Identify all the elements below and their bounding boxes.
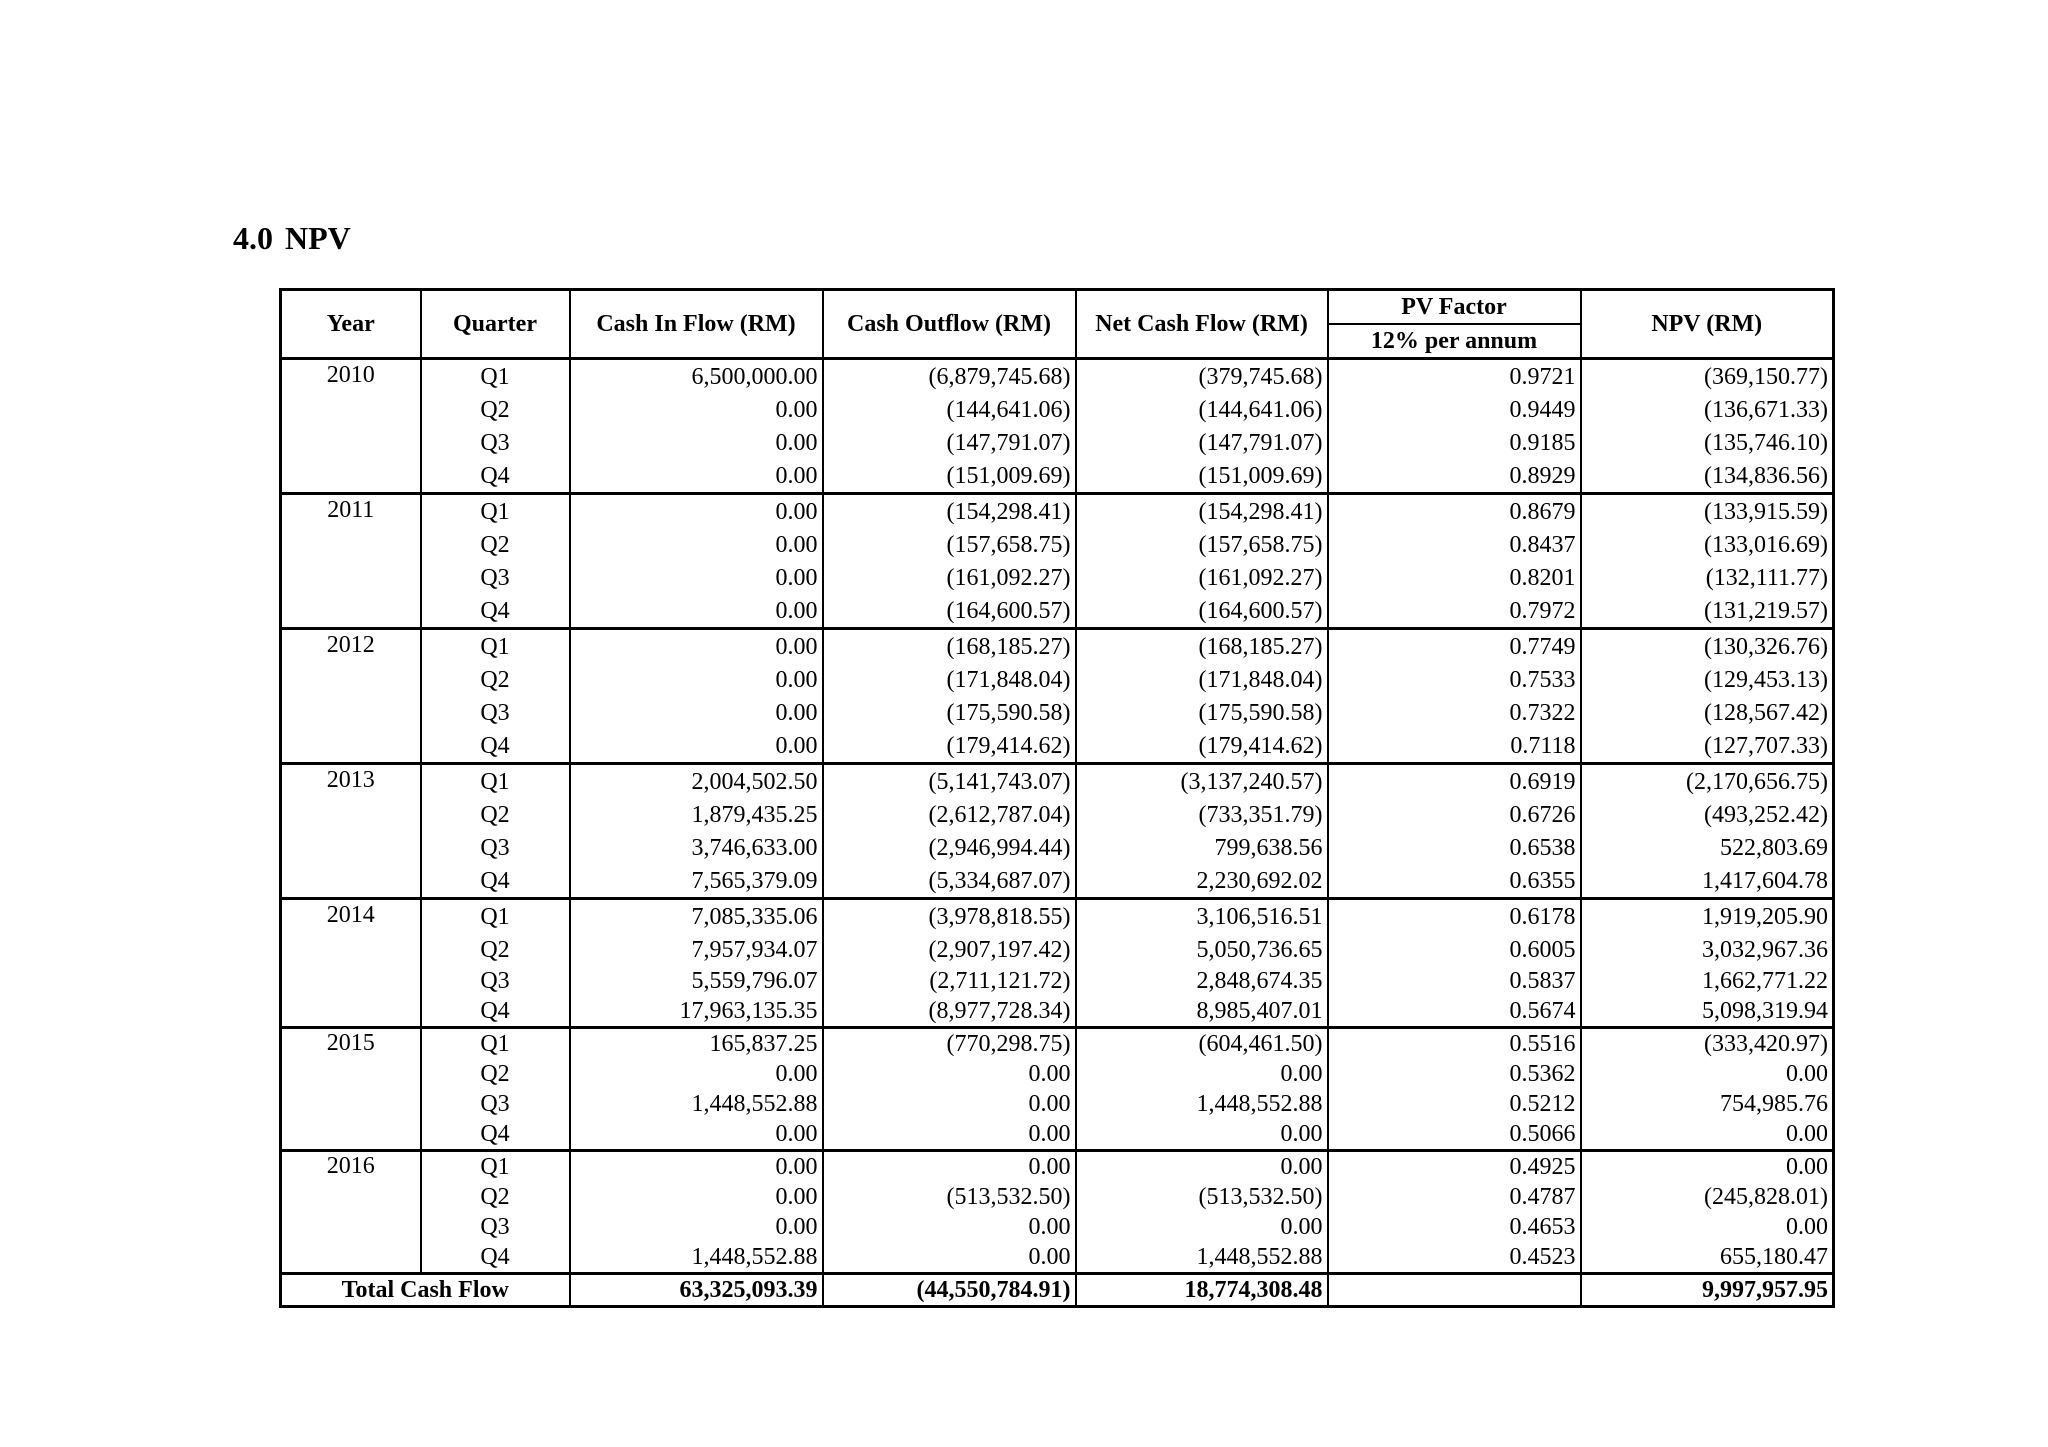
cash-in-cell: 0.00 xyxy=(570,1212,823,1242)
cash-out-cell: (168,185.27) xyxy=(823,629,1076,664)
pv-factor-cell: 0.4787 xyxy=(1328,1182,1581,1212)
pv-factor-cell: 0.8201 xyxy=(1328,561,1581,594)
cash-in-cell: 0.00 xyxy=(570,1059,823,1089)
cash-out-cell: 0.00 xyxy=(823,1212,1076,1242)
cash-in-cell: 0.00 xyxy=(570,594,823,629)
quarter-cell: Q1 xyxy=(421,629,570,664)
net-cash-flow-cell: (379,745.68) xyxy=(1076,359,1328,394)
net-cash-flow-cell: 0.00 xyxy=(1076,1212,1328,1242)
section-title: NPV xyxy=(285,220,351,256)
table-row xyxy=(281,1182,1834,1212)
npv-cell: 0.00 xyxy=(1581,1151,1834,1183)
cash-in-cell: 6,500,000.00 xyxy=(570,359,823,394)
table-row xyxy=(281,764,1834,799)
cash-in-cell: 0.00 xyxy=(570,729,823,764)
pv-factor-cell: 0.7322 xyxy=(1328,696,1581,729)
quarter-cell: Q4 xyxy=(421,996,570,1028)
cash-in-cell: 0.00 xyxy=(570,459,823,494)
net-cash-flow-cell: (154,298.41) xyxy=(1076,494,1328,529)
table-row xyxy=(281,663,1834,696)
table-row xyxy=(281,864,1834,899)
total-label: Total Cash Flow xyxy=(281,1274,570,1307)
cash-in-cell: 3,746,633.00 xyxy=(570,831,823,864)
table-row xyxy=(281,459,1834,494)
table-row xyxy=(281,899,1834,934)
quarter-cell: Q2 xyxy=(421,663,570,696)
quarter-cell: Q3 xyxy=(421,1212,570,1242)
pv-factor-cell: 0.6005 xyxy=(1328,933,1581,966)
quarter-cell: Q1 xyxy=(421,764,570,799)
cash-out-cell: (770,298.75) xyxy=(823,1028,1076,1060)
net-cash-flow-cell: (161,092.27) xyxy=(1076,561,1328,594)
year-cell: 2012 xyxy=(281,629,421,764)
net-cash-flow-cell: 2,230,692.02 xyxy=(1076,864,1328,899)
table-header xyxy=(281,290,1834,359)
npv-cell: 5,098,319.94 xyxy=(1581,996,1834,1028)
net-cash-flow-cell: 2,848,674.35 xyxy=(1076,966,1328,996)
pv-factor-cell: 0.4653 xyxy=(1328,1212,1581,1242)
table-row xyxy=(281,393,1834,426)
total-row xyxy=(281,1274,1834,1307)
cash-out-cell: 0.00 xyxy=(823,1242,1076,1274)
header-net-cash-flow: Net Cash Flow (RM) xyxy=(1076,290,1328,359)
header-cash-in: Cash In Flow (RM) xyxy=(570,290,823,359)
cash-out-cell: (8,977,728.34) xyxy=(823,996,1076,1028)
quarter-cell: Q3 xyxy=(421,966,570,996)
header-pv-factor: PV Factor xyxy=(1328,290,1581,325)
cash-in-cell: 17,963,135.35 xyxy=(570,996,823,1028)
npv-cell: (135,746.10) xyxy=(1581,426,1834,459)
table-row xyxy=(281,1242,1834,1274)
net-cash-flow-cell: (513,532.50) xyxy=(1076,1182,1328,1212)
cash-in-cell: 0.00 xyxy=(570,494,823,529)
cash-out-cell: (6,879,745.68) xyxy=(823,359,1076,394)
quarter-cell: Q1 xyxy=(421,359,570,394)
cash-in-cell: 0.00 xyxy=(570,426,823,459)
quarter-cell: Q1 xyxy=(421,899,570,934)
cash-in-cell: 1,448,552.88 xyxy=(570,1089,823,1119)
npv-cell: 754,985.76 xyxy=(1581,1089,1834,1119)
pv-factor-cell: 0.4523 xyxy=(1328,1242,1581,1274)
net-cash-flow-cell: (3,137,240.57) xyxy=(1076,764,1328,799)
net-cash-flow-cell: 0.00 xyxy=(1076,1059,1328,1089)
quarter-cell: Q1 xyxy=(421,1028,570,1060)
npv-cell: 655,180.47 xyxy=(1581,1242,1834,1274)
npv-cell: (245,828.01) xyxy=(1581,1182,1834,1212)
quarter-cell: Q2 xyxy=(421,1182,570,1212)
year-cell: 2014 xyxy=(281,899,421,1028)
npv-cell: (133,915.59) xyxy=(1581,494,1834,529)
cash-in-cell: 2,004,502.50 xyxy=(570,764,823,799)
pv-factor-cell: 0.6726 xyxy=(1328,798,1581,831)
cash-out-cell: (5,334,687.07) xyxy=(823,864,1076,899)
quarter-cell: Q3 xyxy=(421,831,570,864)
pv-factor-cell: 0.7972 xyxy=(1328,594,1581,629)
npv-cell: 0.00 xyxy=(1581,1059,1834,1089)
table-body xyxy=(281,359,1834,1274)
pv-factor-cell: 0.7533 xyxy=(1328,663,1581,696)
total-npv: 9,997,957.95 xyxy=(1581,1274,1834,1307)
year-cell: 2011 xyxy=(281,494,421,629)
npv-cell: (136,671.33) xyxy=(1581,393,1834,426)
year-cell: 2016 xyxy=(281,1151,421,1274)
cash-in-cell: 0.00 xyxy=(570,1151,823,1183)
npv-table xyxy=(279,288,1835,1308)
npv-cell: (129,453.13) xyxy=(1581,663,1834,696)
npv-cell: (133,016.69) xyxy=(1581,528,1834,561)
npv-cell: (132,111.77) xyxy=(1581,561,1834,594)
pv-factor-cell: 0.8679 xyxy=(1328,494,1581,529)
net-cash-flow-cell: 5,050,736.65 xyxy=(1076,933,1328,966)
cash-in-cell: 5,559,796.07 xyxy=(570,966,823,996)
cash-in-cell: 7,085,335.06 xyxy=(570,899,823,934)
npv-cell: 3,032,967.36 xyxy=(1581,933,1834,966)
header-pv-rate: 12% per annum xyxy=(1328,324,1581,359)
quarter-cell: Q3 xyxy=(421,561,570,594)
quarter-cell: Q4 xyxy=(421,594,570,629)
npv-cell: (131,219.57) xyxy=(1581,594,1834,629)
header-quarter: Quarter xyxy=(421,290,570,359)
pv-factor-cell: 0.6355 xyxy=(1328,864,1581,899)
npv-cell: 1,662,771.22 xyxy=(1581,966,1834,996)
cash-out-cell: (171,848.04) xyxy=(823,663,1076,696)
net-cash-flow-cell: 8,985,407.01 xyxy=(1076,996,1328,1028)
table-row xyxy=(281,1119,1834,1151)
total-net-cash-flow: 18,774,308.48 xyxy=(1076,1274,1328,1307)
pv-factor-cell: 0.7749 xyxy=(1328,629,1581,664)
quarter-cell: Q4 xyxy=(421,729,570,764)
header-cash-out: Cash Outflow (RM) xyxy=(823,290,1076,359)
table-row xyxy=(281,359,1834,394)
npv-cell: (128,567.42) xyxy=(1581,696,1834,729)
quarter-cell: Q3 xyxy=(421,1089,570,1119)
quarter-cell: Q3 xyxy=(421,696,570,729)
cash-out-cell: (5,141,743.07) xyxy=(823,764,1076,799)
table-row xyxy=(281,561,1834,594)
header-year: Year xyxy=(281,290,421,359)
npv-cell: (333,420.97) xyxy=(1581,1028,1834,1060)
pv-factor-cell: 0.8437 xyxy=(1328,528,1581,561)
year-cell: 2010 xyxy=(281,359,421,494)
quarter-cell: Q2 xyxy=(421,933,570,966)
table-row xyxy=(281,1059,1834,1089)
quarter-cell: Q4 xyxy=(421,1242,570,1274)
table-row xyxy=(281,696,1834,729)
pv-factor-cell: 0.6919 xyxy=(1328,764,1581,799)
cash-out-cell: (144,641.06) xyxy=(823,393,1076,426)
cash-out-cell: (157,658.75) xyxy=(823,528,1076,561)
net-cash-flow-cell: (151,009.69) xyxy=(1076,459,1328,494)
cash-out-cell: 0.00 xyxy=(823,1059,1076,1089)
table-row xyxy=(281,1151,1834,1183)
table-footer xyxy=(281,1274,1834,1307)
cash-out-cell: (175,590.58) xyxy=(823,696,1076,729)
pv-factor-cell: 0.6178 xyxy=(1328,899,1581,934)
pv-factor-cell: 0.4925 xyxy=(1328,1151,1581,1183)
cash-in-cell: 0.00 xyxy=(570,663,823,696)
cash-out-cell: (164,600.57) xyxy=(823,594,1076,629)
table-row xyxy=(281,1212,1834,1242)
table-row xyxy=(281,996,1834,1028)
quarter-cell: Q1 xyxy=(421,1151,570,1183)
cash-in-cell: 0.00 xyxy=(570,1182,823,1212)
net-cash-flow-cell: (175,590.58) xyxy=(1076,696,1328,729)
total-cash-in: 63,325,093.39 xyxy=(570,1274,823,1307)
cash-in-cell: 0.00 xyxy=(570,696,823,729)
quarter-cell: Q2 xyxy=(421,528,570,561)
net-cash-flow-cell: 1,448,552.88 xyxy=(1076,1242,1328,1274)
table-row xyxy=(281,494,1834,529)
pv-factor-cell: 0.5362 xyxy=(1328,1059,1581,1089)
table-row xyxy=(281,933,1834,966)
cash-out-cell: (154,298.41) xyxy=(823,494,1076,529)
quarter-cell: Q1 xyxy=(421,494,570,529)
cash-in-cell: 0.00 xyxy=(570,1119,823,1151)
net-cash-flow-cell: (147,791.07) xyxy=(1076,426,1328,459)
cash-out-cell: 0.00 xyxy=(823,1119,1076,1151)
npv-cell: (130,326.76) xyxy=(1581,629,1834,664)
npv-cell: (134,836.56) xyxy=(1581,459,1834,494)
table-row xyxy=(281,528,1834,561)
quarter-cell: Q4 xyxy=(421,864,570,899)
net-cash-flow-cell: (164,600.57) xyxy=(1076,594,1328,629)
year-cell: 2015 xyxy=(281,1028,421,1151)
pv-factor-cell: 0.5516 xyxy=(1328,1028,1581,1060)
section-number: 4.0 xyxy=(233,220,273,256)
pv-factor-cell: 0.9185 xyxy=(1328,426,1581,459)
cash-out-cell: (2,612,787.04) xyxy=(823,798,1076,831)
cash-out-cell: (179,414.62) xyxy=(823,729,1076,764)
npv-cell: (493,252.42) xyxy=(1581,798,1834,831)
quarter-cell: Q4 xyxy=(421,1119,570,1151)
table-row xyxy=(281,729,1834,764)
pv-factor-cell: 0.6538 xyxy=(1328,831,1581,864)
cash-out-cell: (2,711,121.72) xyxy=(823,966,1076,996)
npv-cell: 0.00 xyxy=(1581,1212,1834,1242)
pv-factor-cell: 0.5212 xyxy=(1328,1089,1581,1119)
pv-factor-cell: 0.9721 xyxy=(1328,359,1581,394)
npv-cell: (369,150.77) xyxy=(1581,359,1834,394)
net-cash-flow-cell: (168,185.27) xyxy=(1076,629,1328,664)
pv-factor-cell: 0.9449 xyxy=(1328,393,1581,426)
cash-out-cell: 0.00 xyxy=(823,1089,1076,1119)
pv-factor-cell: 0.8929 xyxy=(1328,459,1581,494)
quarter-cell: Q4 xyxy=(421,459,570,494)
pv-factor-cell: 0.5066 xyxy=(1328,1119,1581,1151)
cash-in-cell: 1,448,552.88 xyxy=(570,1242,823,1274)
net-cash-flow-cell: 0.00 xyxy=(1076,1119,1328,1151)
table-row xyxy=(281,426,1834,459)
net-cash-flow-cell: (171,848.04) xyxy=(1076,663,1328,696)
cash-out-cell: (2,946,994.44) xyxy=(823,831,1076,864)
net-cash-flow-cell: (157,658.75) xyxy=(1076,528,1328,561)
quarter-cell: Q3 xyxy=(421,426,570,459)
table-row xyxy=(281,1028,1834,1060)
table-row xyxy=(281,798,1834,831)
cash-in-cell: 1,879,435.25 xyxy=(570,798,823,831)
npv-cell: (2,170,656.75) xyxy=(1581,764,1834,799)
table-row xyxy=(281,629,1834,664)
table-row xyxy=(281,1089,1834,1119)
cash-out-cell: (151,009.69) xyxy=(823,459,1076,494)
pv-factor-cell: 0.5674 xyxy=(1328,996,1581,1028)
table-row xyxy=(281,594,1834,629)
cash-in-cell: 7,565,379.09 xyxy=(570,864,823,899)
cash-in-cell: 7,957,934.07 xyxy=(570,933,823,966)
cash-out-cell: (2,907,197.42) xyxy=(823,933,1076,966)
total-pv-factor xyxy=(1328,1274,1581,1307)
quarter-cell: Q2 xyxy=(421,1059,570,1089)
cash-out-cell: (3,978,818.55) xyxy=(823,899,1076,934)
pv-factor-cell: 0.7118 xyxy=(1328,729,1581,764)
net-cash-flow-cell: (179,414.62) xyxy=(1076,729,1328,764)
section-heading xyxy=(233,218,351,258)
header-npv: NPV (RM) xyxy=(1581,290,1834,359)
net-cash-flow-cell: (604,461.50) xyxy=(1076,1028,1328,1060)
npv-cell: 1,919,205.90 xyxy=(1581,899,1834,934)
net-cash-flow-cell: 0.00 xyxy=(1076,1151,1328,1183)
net-cash-flow-cell: 1,448,552.88 xyxy=(1076,1089,1328,1119)
quarter-cell: Q2 xyxy=(421,798,570,831)
net-cash-flow-cell: (144,641.06) xyxy=(1076,393,1328,426)
net-cash-flow-cell: 3,106,516.51 xyxy=(1076,899,1328,934)
npv-cell: 1,417,604.78 xyxy=(1581,864,1834,899)
table-row xyxy=(281,966,1834,996)
year-cell: 2013 xyxy=(281,764,421,899)
npv-cell: 0.00 xyxy=(1581,1119,1834,1151)
quarter-cell: Q2 xyxy=(421,393,570,426)
cash-in-cell: 0.00 xyxy=(570,528,823,561)
cash-in-cell: 0.00 xyxy=(570,629,823,664)
cash-in-cell: 165,837.25 xyxy=(570,1028,823,1060)
npv-cell: 522,803.69 xyxy=(1581,831,1834,864)
total-cash-out: (44,550,784.91) xyxy=(823,1274,1076,1307)
net-cash-flow-cell: 799,638.56 xyxy=(1076,831,1328,864)
cash-out-cell: 0.00 xyxy=(823,1151,1076,1183)
pv-factor-cell: 0.5837 xyxy=(1328,966,1581,996)
table-row xyxy=(281,831,1834,864)
cash-in-cell: 0.00 xyxy=(570,561,823,594)
cash-in-cell: 0.00 xyxy=(570,393,823,426)
cash-out-cell: (513,532.50) xyxy=(823,1182,1076,1212)
net-cash-flow-cell: (733,351.79) xyxy=(1076,798,1328,831)
cash-out-cell: (161,092.27) xyxy=(823,561,1076,594)
cash-out-cell: (147,791.07) xyxy=(823,426,1076,459)
npv-cell: (127,707.33) xyxy=(1581,729,1834,764)
